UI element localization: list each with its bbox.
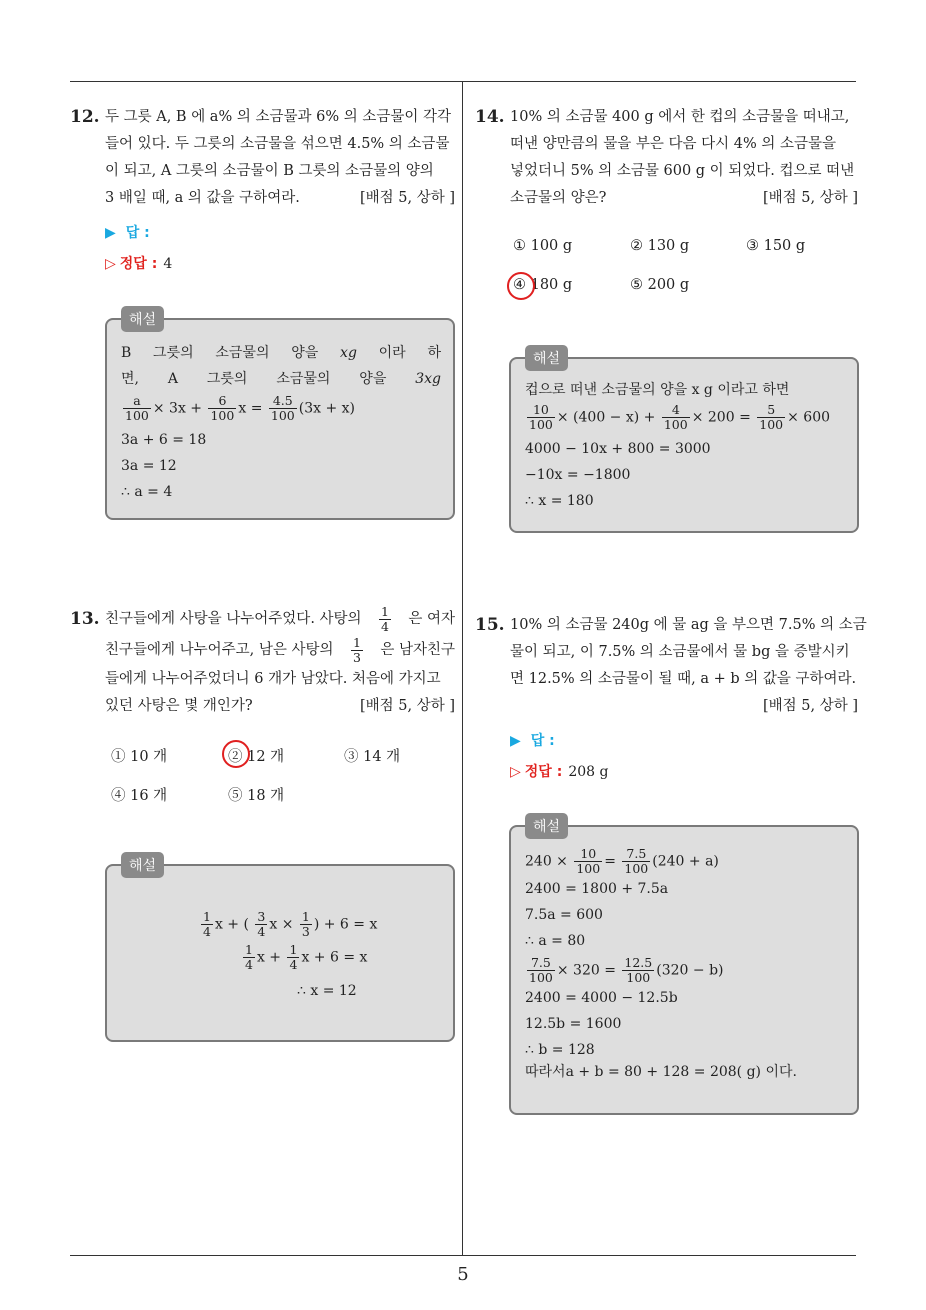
solution-equation: $\frac{1}{4}$ x + ( $\frac{3}{4}$ x × $\frac{1}{3}$ ) + 6 = x bbox=[203, 909, 378, 939]
solution-tab: 해설 bbox=[121, 306, 164, 332]
problem-text-line: 친구들에게 사탕을 나누어주었다. 사탕의 bbox=[105, 610, 362, 627]
solution-line: ∴ b = 128 bbox=[525, 1042, 595, 1058]
choice-1[interactable]: ① 10 개 bbox=[111, 749, 168, 765]
page-number: 5 bbox=[457, 1264, 469, 1285]
problem-text-line: 3 배일 때, a 의 값을 구하여라. bbox=[105, 190, 300, 206]
solution-line: 컵으로 떠낸 소금물의 양을 x g 이라고 하면 bbox=[525, 382, 790, 398]
solution-tab: 해설 bbox=[525, 813, 568, 839]
problem-number: 13. bbox=[70, 609, 100, 629]
answer-row bbox=[510, 728, 858, 755]
score-label: [배점 5, 상하 ] bbox=[762, 190, 858, 206]
choice-2[interactable]: ② 12 개 bbox=[228, 745, 284, 766]
solution-line: 3a + 6 = 18 bbox=[121, 432, 207, 448]
problem-12 bbox=[70, 104, 455, 278]
solution-equation: 240 × $\frac{10}{100}$ = $\frac{7.5}{100}$ (240 + a) bbox=[525, 846, 719, 876]
problem-text-line: 은 여자 bbox=[408, 610, 455, 627]
solution-line: 2400 = 1800 + 7.5a bbox=[525, 881, 669, 897]
problem-14 bbox=[475, 104, 858, 212]
problem-text-line: 있던 사탕은 몇 개인가? bbox=[105, 698, 253, 714]
solution-line: 4000 − 10x + 800 = 3000 bbox=[525, 441, 711, 457]
correct-value: 4 bbox=[163, 256, 173, 272]
correct-value: 208 g bbox=[568, 764, 609, 780]
choice-5[interactable]: ⑤ 200 g bbox=[630, 277, 690, 293]
fraction: $\frac{1}{3}$ bbox=[352, 634, 361, 665]
score-label: [배점 5, 상하 ] bbox=[359, 698, 455, 714]
solution-box-12 bbox=[105, 312, 455, 520]
solution-line: ∴ x = 12 bbox=[297, 983, 357, 999]
score-label: [배점 5, 상하 ] bbox=[359, 190, 455, 206]
bottom-rule bbox=[70, 1255, 856, 1256]
correct-answer-row bbox=[510, 759, 858, 786]
solution-line: 7.5a = 600 bbox=[525, 907, 603, 923]
choice-3[interactable]: ③ 150 g bbox=[746, 238, 806, 254]
problem-number: 12. bbox=[70, 107, 100, 127]
problem-text-line: 이 되고, A 그릇의 소금물이 B 그릇의 소금물의 양의 bbox=[105, 163, 434, 179]
solution-line: −10x = −1800 bbox=[525, 467, 631, 483]
solution-line: B 그릇의 소금물의 양을 xg 이라 하 bbox=[121, 345, 441, 361]
problem-text-line: 10% 의 소금물 240g 에 물 ag 을 부으면 7.5% 의 소금 bbox=[510, 617, 867, 633]
choice-2[interactable]: ② 130 g bbox=[630, 238, 690, 254]
choice-4[interactable]: ④ 16 개 bbox=[111, 788, 168, 804]
answer-label: 답 : bbox=[125, 225, 150, 241]
solution-line: ∴ a = 4 bbox=[121, 484, 173, 500]
triangle-filled-icon: ▶ bbox=[510, 733, 521, 749]
correct-label: 정답 : bbox=[524, 764, 563, 780]
problem-text-line: 넣었더니 5% 의 소금물 600 g 이 되었다. 컵으로 떠낸 bbox=[510, 163, 855, 179]
triangle-outline-icon: ▷ bbox=[510, 764, 521, 780]
problem-text-line: 면 12.5% 의 소금물이 될 때, a + b 의 값을 구하여라. bbox=[510, 671, 857, 687]
solution-equation: $\frac{7.5}{100}$ × 320 = $\frac{12.5}{100}$ (320 − b) bbox=[529, 955, 724, 985]
problem-15 bbox=[475, 612, 867, 786]
solution-box-13 bbox=[105, 858, 455, 1042]
correct-answer-row bbox=[105, 251, 455, 278]
fraction: $\frac{1}{4}$ bbox=[380, 603, 389, 634]
solution-line: ∴ x = 180 bbox=[525, 493, 594, 509]
solution-line: 2400 = 4000 − 12.5b bbox=[525, 990, 678, 1006]
solution-tab: 해설 bbox=[121, 852, 164, 878]
problem-text-line: 들에게 나누어주었더니 6 개가 남았다. 처음에 가지고 bbox=[105, 671, 441, 687]
top-rule bbox=[70, 81, 856, 82]
solution-equation: $\frac{1}{4}$ x + $\frac{1}{4}$ x + 6 = x bbox=[245, 942, 368, 972]
answer-label: 답 : bbox=[530, 733, 555, 749]
answer-row bbox=[105, 220, 455, 247]
score-label: [배점 5, 상하 ] bbox=[762, 698, 858, 714]
choice-5[interactable]: ⑤ 18 개 bbox=[228, 788, 285, 804]
problem-text-line: 두 그릇 A, B 에 a% 의 소금물과 6% 의 소금물이 각각 bbox=[105, 109, 451, 125]
problem-text-line: 떠낸 양만큼의 물을 부은 다음 다시 4% 의 소금물을 bbox=[510, 136, 837, 152]
problem-text-line: 은 남자친구 bbox=[380, 641, 455, 658]
problem-text-line: 친구들에게 나누어주고, 남은 사탕의 bbox=[105, 641, 334, 658]
problem-text-line: 물이 되고, 이 7.5% 의 소금물에서 물 bg 을 증발시키 bbox=[510, 644, 850, 660]
problem-text-line: 들어 있다. 두 그릇의 소금물을 섞으면 4.5% 의 소금물 bbox=[105, 136, 450, 152]
triangle-outline-icon: ▷ bbox=[105, 256, 116, 272]
column-divider bbox=[462, 82, 463, 1256]
choice-1[interactable]: ① 100 g bbox=[513, 238, 573, 254]
solution-line: 따라서a + b = 80 + 128 = 208( g) 이다. bbox=[525, 1064, 797, 1080]
solution-line: 3a = 12 bbox=[121, 458, 177, 474]
problem-text-line: 10% 의 소금물 400 g 에서 한 컵의 소금물을 떠내고, bbox=[510, 109, 850, 125]
solution-line: 12.5b = 1600 bbox=[525, 1016, 622, 1032]
solution-equation: $\frac{10}{100}$ × (400 − x) + $\frac{4}{100}$ × 200 = $\frac{5}{100}$ × 600 bbox=[529, 402, 831, 432]
selected-circle-icon bbox=[222, 740, 250, 768]
solution-line: ∴ a = 80 bbox=[525, 933, 586, 949]
problem-13 bbox=[70, 603, 455, 720]
problem-text-line: 소금물의 양은? bbox=[510, 190, 607, 206]
solution-box-15 bbox=[509, 819, 859, 1115]
solution-line: 면, A 그릇의 소금물의 양을 3xg bbox=[121, 371, 441, 387]
problem-number: 14. bbox=[475, 107, 505, 127]
choice-3[interactable]: ③ 14 개 bbox=[344, 749, 401, 765]
selected-circle-icon bbox=[507, 272, 535, 300]
correct-label: 정답 : bbox=[119, 256, 158, 272]
solution-equation: $\frac{a}{100}$ × 3x + $\frac{6}{100}$ x = $\frac{4.5}{100}$ (3x + x) bbox=[125, 393, 355, 423]
problem-number: 15. bbox=[475, 615, 505, 635]
choice-4[interactable]: ④ 180 g bbox=[513, 277, 572, 293]
solution-box-14 bbox=[509, 351, 859, 533]
solution-tab: 해설 bbox=[525, 345, 568, 371]
triangle-filled-icon: ▶ bbox=[105, 225, 116, 241]
